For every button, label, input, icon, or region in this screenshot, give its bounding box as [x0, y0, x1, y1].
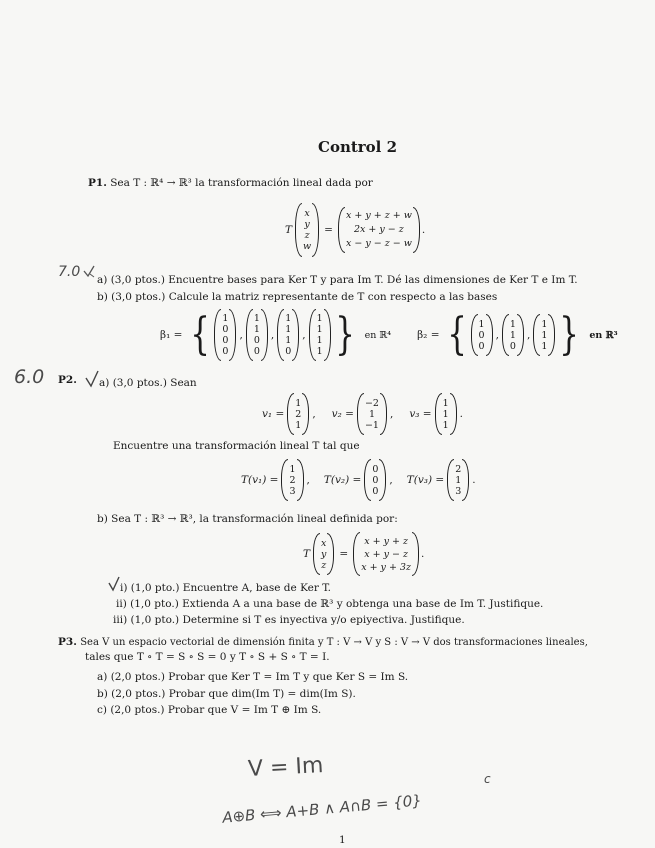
p1-bases-row: β₁ = { 1 0 0 0 , 1 1 0 0 , 1 1 1 0 , 1 1 1 1 } en ℝ⁴ β₂ = { 1 0 0 , 1 1 0 , 1 1 1 } en ℝ³	[160, 309, 618, 360]
p2-T-symbol: T	[303, 548, 311, 560]
page-number: 1	[339, 834, 346, 846]
p1-input-paren-right	[312, 203, 319, 257]
beta2-vector-1: 1 0 0	[471, 314, 493, 356]
p2-v-vectors: v₁ = 1 2 1 , v₂ = −2 1 −1 , v₃ = 1 1 1 .	[262, 393, 463, 435]
v2-label: v₂ =	[331, 408, 354, 420]
tv3-label: T(v₃) =	[406, 474, 445, 486]
beta1-label: β₁ =	[160, 329, 183, 341]
beta1-vector-2: 1 1 0 0	[246, 309, 268, 361]
beta2-space: en ℝ³	[589, 329, 618, 341]
p1-input-x: x	[304, 208, 310, 219]
v1-vector: 1 2 1	[287, 393, 309, 435]
p1-output-row-1: x + y + z + w	[345, 210, 412, 221]
check-mark-icon	[107, 576, 121, 592]
v1-label: v₁ =	[262, 408, 285, 420]
beta2-vector-3: 1 1 1	[533, 314, 555, 356]
check-mark-icon	[82, 264, 96, 278]
p1-part-b: b) (3,0 ptos.) Calcule la matriz representante de T con respecto a las bases	[97, 291, 498, 303]
p2-b-i: i) (1,0 pto.) Encuentre A, base de Ker T.	[120, 582, 331, 594]
p1-output-row-2: 2x + y − z	[354, 224, 404, 235]
p1-output-vector	[345, 209, 413, 251]
p1-transformation: T x y z w = x + y + z + w 2x + y − z x − y − z − w .	[285, 203, 425, 257]
tv1-vector: 1 2 3	[281, 459, 303, 501]
beta1-space: en ℝ⁴	[364, 329, 392, 341]
beta2-vector-2: 1 1 0	[502, 314, 524, 356]
beta1-vector-4: 1 1 1 1	[309, 309, 331, 361]
p2-input-vector: x y z	[321, 537, 327, 571]
p1-part-a: a) (3,0 ptos.) Encuentre bases para Ker T y para Im T. Dé las dimensiones de Ker T e Im T.	[97, 274, 578, 286]
handwritten-score-p1: 7.0	[58, 264, 81, 280]
beta1-brace-left: {	[190, 309, 211, 360]
p3-intro-1: Sea V un espacio vectorial de dimensión finita y T : V → V y S : V → V dos transformaciones lineales,	[80, 637, 588, 648]
v3-label: v₃ =	[409, 408, 432, 420]
p2-Tv-vectors: T(v₁) = 1 2 3 , T(v₂) = 0 0 0 , T(v₃) = 2 1 3 .	[241, 459, 476, 501]
beta2-brace-left: {	[446, 309, 467, 360]
p1-input-y: y	[304, 219, 310, 230]
p3-part-a: a) (2,0 ptos.) Probar que Ker T = Im T y que Ker S = Im S.	[97, 671, 409, 683]
handwritten-mark: c	[484, 772, 491, 786]
p1-intro-line	[88, 177, 373, 189]
p1-equals: =	[324, 224, 333, 236]
page-title: Control 2	[318, 138, 398, 156]
p1-input-vector	[302, 208, 312, 252]
p1-output-paren-left	[338, 207, 345, 253]
handwritten-note-1: V = Im	[247, 753, 324, 782]
p3-label: P3.	[58, 636, 77, 648]
beta1-brace-right: }	[334, 309, 355, 360]
p1-label: P1.	[88, 177, 107, 189]
p2-b-ii: ii) (1,0 pto.) Extienda A a una base de ℝ³ y obtenga una base de Im T. Justifique.	[116, 598, 544, 610]
p2-b-iii: iii) (1,0 pto.) Determine si T es inyectiva y/o epiyectiva. Justifique.	[113, 614, 465, 626]
p1-input-w: w	[303, 241, 312, 252]
p2-label: P2.	[58, 374, 77, 386]
p1-T-symbol: T	[285, 224, 293, 236]
tv1-label: T(v₁) =	[241, 474, 279, 486]
p3-intro-line-1	[58, 636, 588, 648]
beta1-vector-1: 1 0 0 0	[214, 309, 236, 361]
p2-find-text: Encuentre una transformación lineal T tal que	[113, 440, 360, 452]
p3-part-c: c) (2,0 ptos.) Probar que V = Im T ⊕ Im S.	[97, 704, 322, 716]
check-mark-icon	[84, 370, 100, 388]
tv2-label: T(v₂) =	[323, 474, 362, 486]
beta2-brace-right: }	[559, 309, 580, 360]
beta2-label: β₂ =	[417, 329, 440, 341]
handwritten-score-p2: 6.0	[14, 366, 45, 388]
handwritten-note-2: A⊕B ⟺ A+B ∧ A∩B = {0}	[221, 791, 423, 827]
p1-intro: Sea T : ℝ⁴ → ℝ³ la transformación lineal dada por	[110, 177, 373, 189]
p2-part-b: b) Sea T : ℝ³ → ℝ³, la transformación lineal definida por:	[97, 513, 398, 525]
p1-output-row-3: x − y − z − w	[345, 238, 412, 249]
tv3-vector: 2 1 3	[447, 459, 469, 501]
tv2-vector: 0 0 0	[364, 459, 386, 501]
p3-intro-2: tales que T ∘ T = S ∘ S = 0 y T ∘ S + S ∘ T = I.	[85, 651, 330, 663]
p2-transformation: T x y z = x + y + z x + y − z x + y + 3z .	[303, 532, 424, 576]
beta1-vector-3: 1 1 1 0	[277, 309, 299, 361]
p3-part-b: b) (2,0 ptos.) Probar que dim(Im T) = dim(Im S).	[97, 688, 356, 700]
v3-vector: 1 1 1	[435, 393, 457, 435]
p1-input-z: z	[304, 230, 310, 241]
v2-vector: −2 1 −1	[357, 393, 387, 435]
p2-part-a: a) (3,0 ptos.) Sean	[99, 377, 197, 389]
p1-output-paren-right	[413, 207, 420, 253]
p1-input-paren-left	[295, 203, 302, 257]
p2-output-vector: x + y + z x + y − z x + y + 3z	[361, 535, 411, 573]
